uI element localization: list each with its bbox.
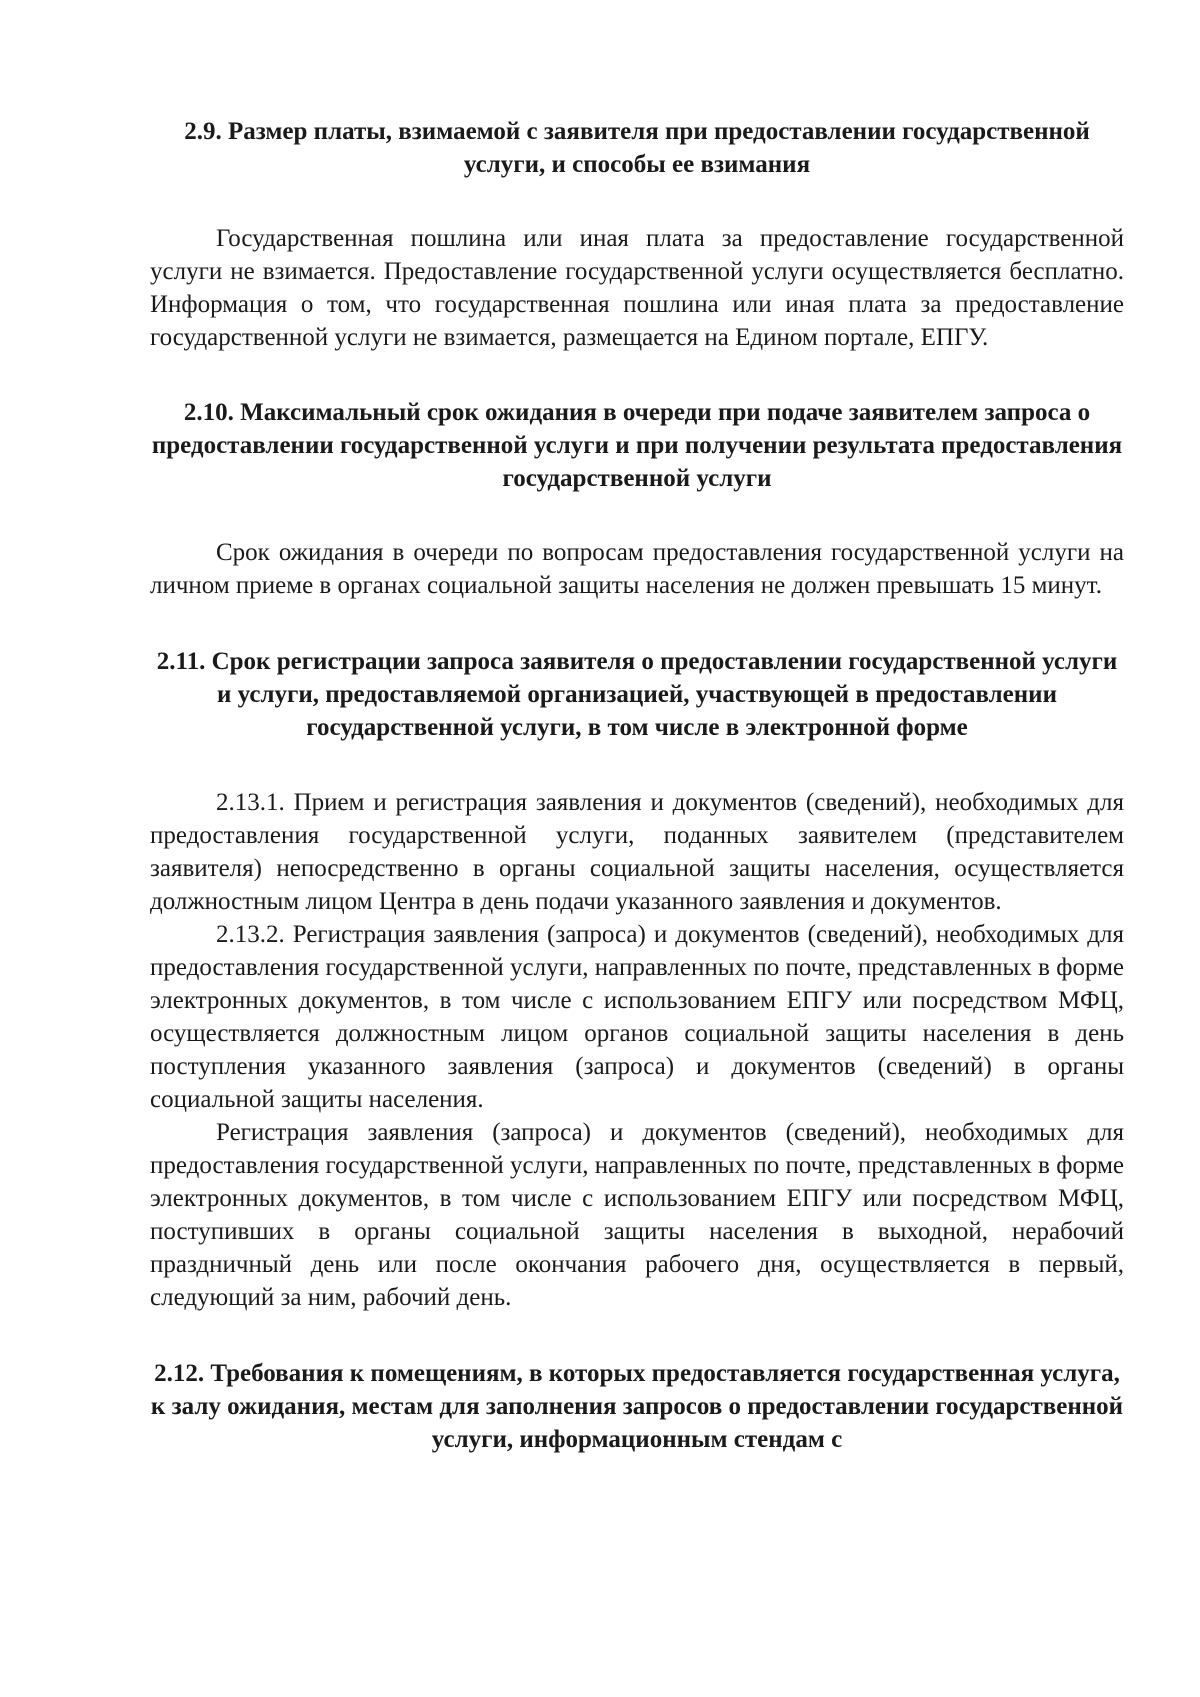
document-page	[150, 115, 1124, 1456]
section-heading-2-10: 2.10. Максимальный срок ожидания в очереди при подаче заявителем запроса о предоставлении государственной услуги и при получении результата предоставления государственной услуги	[151, 399, 1123, 492]
section-paragraph-2-13-2-cont: Регистрация заявления (запроса) и документов (сведений), необходимых для предоставления государственной услуги, направленных по почте, представленных в форме электронных документов, в том числе с использованием ЕПГУ или посредством МФЦ, поступивших в органы социальной защиты населения в выходной, нерабочий праздничный день или после окончания рабочего дня, осуществляется в первый, следующий за ним, рабочий день.	[150, 1119, 1124, 1311]
section-heading-2-9: 2.9. Размер платы, взимаемой с заявителя при предоставлении государственной услуги, и способы ее взимания	[184, 118, 1090, 178]
section-paragraph-2-9: Государственная пошлина или иная плата за предоставление государственной услуги не взимается. Предоставление государственной услуги осуществляется бесплатно. Информация о том, что государственная пошлина или иная плата за предоставление государственной услуги не взимается, размещается на Едином портале, ЕПГУ.	[150, 225, 1124, 351]
section-paragraph-2-13-2: 2.13.2. Регистрация заявления (запроса) и документов (сведений), необходимых для предоставления государственной услуги, направленных по почте, представленных в форме электронных документов, в том числе с использованием ЕПГУ или посредством МФЦ, осуществляется должностным лицом органов социальной защиты населения в день поступления указанного заявления (запроса) и документов (сведений) в органы социальной защиты населения.	[150, 921, 1124, 1113]
section-paragraph-2-10: Срок ожидания в очереди по вопросам предоставления государственной услуги на личном приеме в органах социальной защиты населения не должен превышать 15 минут.	[150, 539, 1124, 599]
section-heading-2-12: 2.12. Требования к помещениям, в которых предоставляется государственная услуга, к залу ожидания, местам для заполнения запросов о предоставлении государственной услуги, информационным стендам с	[150, 1360, 1124, 1453]
section-heading-2-11: 2.11. Срок регистрации запроса заявителя о предоставлении государственной услуги и услуги, предоставляемой организацией, участвующей в предоставлении государственной услуги, в том числе в электронной форме	[156, 648, 1118, 741]
section-paragraph-2-13-1: 2.13.1. Прием и регистрация заявления и документов (сведений), необходимых для предоставления государственной услуги, поданных заявителем (представителем заявителя) непосредственно в органы социальной защиты населения, осуществляется должностным лицом Центра в день подачи указанного заявления и документов.	[150, 789, 1124, 915]
